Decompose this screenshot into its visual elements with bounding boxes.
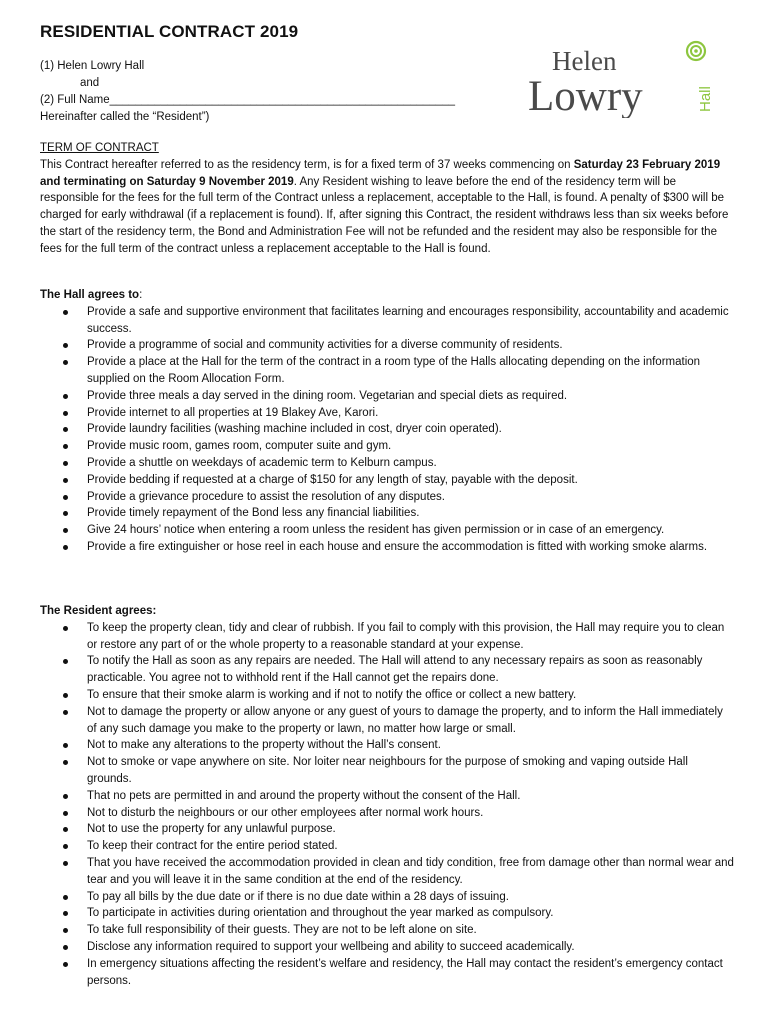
logo-spiral-icon	[687, 42, 705, 60]
list-item-text: To notify the Hall as soon as any repairs are needed. The Hall will attend to any necessary repairs as soon as reasonably practicable. You agree not to withhold rent if the Hall cannot get the repairs done.	[87, 655, 703, 685]
list-item	[40, 421, 734, 438]
bullet-icon	[63, 811, 68, 816]
list-item-text: Provide a shuttle on weekdays of academic term to Kelburn campus.	[87, 456, 437, 469]
list-item-text: To pay all bills by the due date or if there is no due date within a 28 days of issuing.	[87, 890, 509, 903]
list-item	[40, 855, 734, 889]
list-item	[40, 304, 734, 338]
list-item-text: Provide three meals a day served in the dining room. Vegetarian and special diets as required.	[87, 389, 568, 402]
list-item	[40, 905, 734, 922]
bullet-icon	[63, 911, 68, 916]
bullet-icon	[63, 411, 68, 416]
party-one: (1) Helen Lowry Hall	[40, 60, 145, 72]
list-item	[40, 704, 734, 738]
bullet-icon	[63, 626, 68, 631]
bullet-icon	[63, 945, 68, 950]
logo-word-lowry: Lowry	[528, 73, 643, 118]
list-item	[40, 821, 734, 838]
logo-word-helen: Helen	[552, 46, 617, 76]
bullet-icon	[63, 511, 68, 516]
list-item-text: Provide a place at the Hall for the term of the contract in a room type of the Halls allocating depending on the information supplied on the Room Allocation Form.	[87, 356, 701, 385]
party-two-full-name: (2) Full Name______________________________________________________	[40, 94, 456, 106]
list-item-text: That no pets are permitted in and around the property without the consent of the Hall.	[87, 789, 521, 802]
list-item-text: In emergency situations affecting the resident’s welfare and residency, the Hall may contact the resident’s emergency contact persons.	[87, 957, 723, 987]
list-item	[40, 337, 734, 354]
list-item-text: Provide a safe and supportive environment that facilitates learning and encourages responsibility, accountability and academic success.	[87, 305, 729, 335]
list-item-text: Give 24 hours’ notice when entering a room unless the resident has given permission or in case of an emergency.	[87, 524, 665, 537]
list-item-text: Provide a programme of social and community activities for a diverse community of residents.	[87, 339, 563, 352]
helen-lowry-hall-logo	[524, 38, 724, 118]
resident-agrees-section	[40, 603, 734, 989]
list-item	[40, 889, 734, 906]
hall-agrees-list	[40, 304, 734, 556]
list-item	[40, 805, 734, 822]
list-item	[40, 505, 734, 522]
logo-word-hall: Hall	[697, 86, 714, 112]
bullet-icon	[63, 444, 68, 449]
list-item-text: Provide bedding if requested at a charge of $150 for any length of stay, payable with the deposit.	[87, 473, 578, 486]
list-item-text: Provide a grievance procedure to assist the resolution of any disputes.	[87, 490, 445, 503]
term-of-contract-section	[40, 140, 734, 258]
document-title: RESIDENTIAL CONTRACT 2019	[40, 22, 299, 41]
list-item	[40, 939, 734, 956]
bullet-icon	[63, 427, 68, 432]
bullet-icon	[63, 962, 68, 967]
list-item	[40, 489, 734, 506]
list-item	[40, 405, 734, 422]
party-and: and	[80, 77, 100, 89]
list-item-text: To keep their contract for the entire period stated.	[87, 840, 338, 853]
bullet-icon	[63, 928, 68, 933]
bullet-icon	[63, 760, 68, 765]
term-text-before: This Contract hereafter referred to as the residency term, is for a fixed term of 37 weeks commencing on	[40, 158, 574, 171]
list-item	[40, 620, 734, 654]
list-item-text: Provide music room, games room, computer suite and gym.	[87, 440, 392, 453]
hall-agrees-colon: :	[139, 289, 143, 301]
bullet-icon	[63, 895, 68, 900]
bullet-icon	[63, 343, 68, 348]
bullet-icon	[63, 495, 68, 500]
list-item-text: Disclose any information required to support your wellbeing and ability to succeed academically.	[87, 940, 575, 953]
list-item-text: Not to damage the property or allow anyone or any guest of yours to damage the property, and to inform the Hall immediately of any such damage you make to the property or lawn, no matter how large or small.	[87, 705, 723, 735]
bullet-icon	[63, 827, 68, 832]
list-item	[40, 653, 734, 687]
list-item-text: To ensure that their smoke alarm is working and if not to notify the office or collect a new battery.	[87, 688, 577, 701]
bullet-icon	[63, 794, 68, 799]
list-item-text: Provide a fire extinguisher or hose reel in each house and ensure the accommodation is fitted with working smoke alarms.	[87, 540, 708, 553]
list-item-text: Not to make any alterations to the property without the Hall’s consent.	[87, 739, 441, 752]
list-item-text: Provide timely repayment of the Bond less any financial liabilities.	[87, 507, 420, 520]
list-item-text: Not to smoke or vape anywhere on site. Nor loiter near neighbours for the purpose of smoking and vaping outside Hall grounds.	[87, 756, 688, 785]
list-item	[40, 472, 734, 489]
hall-agrees-heading: The Hall agrees to	[40, 289, 140, 301]
bullet-icon	[63, 743, 68, 748]
term-paragraph	[40, 157, 734, 258]
bullet-icon	[63, 710, 68, 715]
list-item	[40, 354, 734, 388]
list-item	[40, 388, 734, 405]
list-item-text: To participate in activities during orientation and throughout the year marked as compulsory.	[87, 907, 554, 920]
list-item	[40, 455, 734, 472]
list-item-text: Provide laundry facilities (washing machine included in cost, dryer coin operated).	[87, 423, 502, 436]
bullet-icon	[63, 861, 68, 866]
term-heading: TERM OF CONTRACT	[40, 142, 159, 154]
list-item	[40, 687, 734, 704]
resident-agrees-heading: The Resident agrees:	[40, 605, 157, 617]
list-item-text: That you have received the accommodation provided in clean and tidy condition, free from damage other than normal wear and tear and you will leave it in the same condition at the end of the residency.	[87, 856, 734, 886]
list-item	[40, 737, 734, 754]
list-item-text: Not to use the property for any unlawful purpose.	[87, 823, 336, 836]
bullet-icon	[63, 310, 68, 315]
hall-agrees-heading-line	[40, 287, 734, 304]
list-item	[40, 956, 734, 990]
list-item-text: To keep the property clean, tidy and clear of rubbish. If you fail to comply with this provision, the Hall may require you to clean or restore any part of or the whole property to a reasonable standard at your expense.	[87, 621, 725, 651]
list-item	[40, 522, 734, 539]
resident-definition: Hereinafter called the “Resident”)	[40, 111, 210, 123]
bullet-icon	[63, 659, 68, 664]
bullet-icon	[63, 478, 68, 483]
bullet-icon	[63, 360, 68, 365]
bullet-icon	[63, 528, 68, 533]
list-item	[40, 922, 734, 939]
term-dates: Saturday 23 February 2019 and terminating on Saturday 9 November 2019	[40, 158, 721, 188]
bullet-icon	[63, 844, 68, 849]
list-item-text: Provide internet to all properties at 19 Blakey Ave, Karori.	[87, 406, 379, 419]
list-item	[40, 788, 734, 805]
list-item-text: Not to disturb the neighbours or our other employees after normal work hours.	[87, 806, 484, 819]
list-item-text: To take full responsibility of their guests. They are not to be left alone on site.	[87, 924, 477, 937]
term-text-after: . Any Resident wishing to leave before the end of the residency term will be responsible for the fees for the full term of the Contract unless a replacement, acceptable to the Hall, is found. A penalty of $300 will be charged for early withdrawal (if a replacement is found). If, after signing this Contract, the resident withdraws less than six weeks before the start of the residency term, the Bond and Administration Fee will not be refunded and the resident may also be responsible for the fees for the full term of the contract unless a replacement acceptable to the Hall is found.	[40, 175, 729, 255]
bullet-icon	[63, 461, 68, 466]
list-item	[40, 539, 734, 556]
list-item	[40, 838, 734, 855]
resident-agrees-list	[40, 620, 734, 990]
bullet-icon	[63, 545, 68, 550]
list-item	[40, 438, 734, 455]
bullet-icon	[63, 693, 68, 698]
list-item	[40, 754, 734, 788]
bullet-icon	[63, 394, 68, 399]
hall-agrees-section	[40, 287, 734, 556]
parties-block	[40, 58, 455, 126]
